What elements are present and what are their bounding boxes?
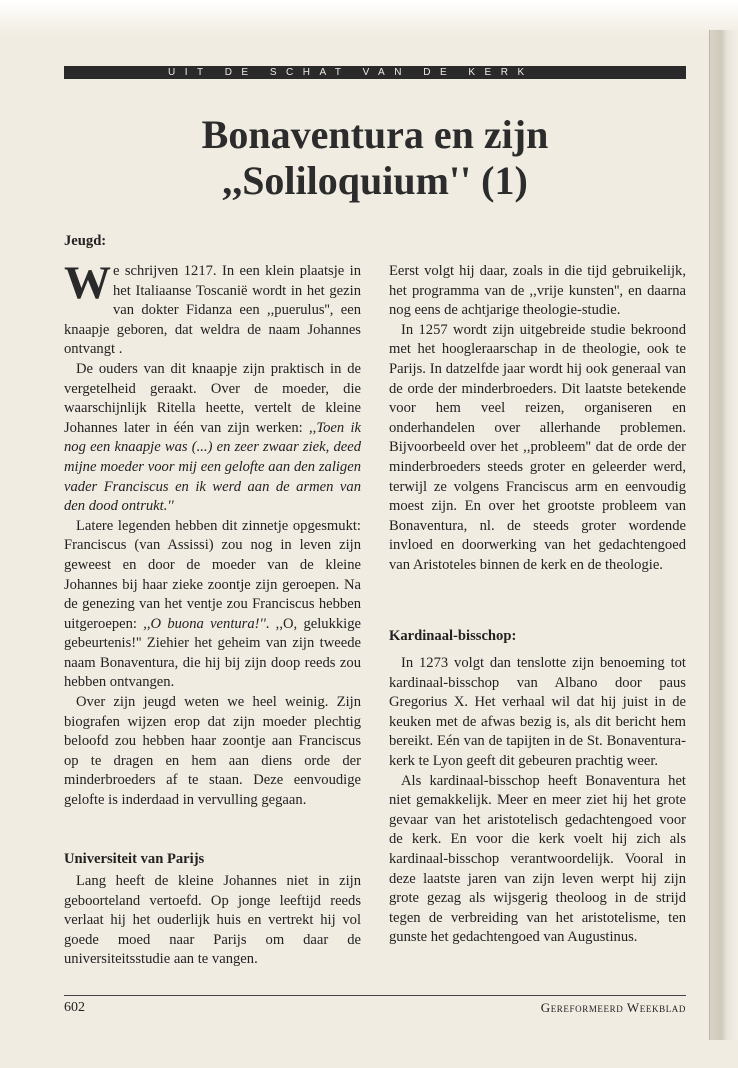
subhead-kardinaal: Kardinaal-bisschop: — [389, 628, 517, 644]
drop-cap: W — [64, 257, 111, 309]
next-page-edge — [709, 30, 738, 1040]
right-column — [389, 262, 686, 576]
paragraph-4: Over zijn jeugd weten we heel weinig. Zijn biografen wijzen erop dat zijn moeder plechtig beloofd zou hebben haar zoontje aan Franciscus op te dragen en hem aan diens orde der minderbroeders af te staan. Deze eenvoudige gelofte is inderdaad in vervulling gegaan. — [64, 694, 361, 809]
quote-moeder: ,,Toen ik nog een knaapje was (...) en zeer zwaar ziek, deed mijne moeder voor mij een gelofte aan den zaligen vader Franciscus en ik werd aan de armen van den dood ontrukt.'' — [64, 419, 361, 515]
scan-top-margin — [0, 0, 738, 36]
paragraph-r4: Als kardinaal-bisschop heeft Bonaventura het niet gemakkelijk. Meer en meer ziet hij het grote gevaar van het aristotelisch gedachtengoed voor de kerk. En voor die kerk voelt hij zich als kardinaal-bisschop verantwoordelijk. Vooral in deze laatste jaren van zijn leven werpt hij zijn grote gezag als wijsgerig theoloog in de strijd tegen de verbreiding van het aristotelisme, ten gunste het gedachtengoed van Augustinus. — [389, 772, 686, 946]
paragraph-2 — [64, 360, 361, 517]
paragraph-1 — [64, 257, 361, 360]
paragraph-3-tail: . ,,O, gelukkige gebeurtenis!'' Ziehier het geheim van zijn tweede naam Bonaventura, die hij bij zijn doop reeds zou hebben ontvangen. — [64, 615, 361, 691]
footer-divider — [64, 995, 686, 996]
left-column-bottom — [64, 872, 361, 970]
paragraph-3-text: Latere legenden hebben dit zinnetje opgesmukt: Franciscus (van Assissi) zou nog in leven zijn geweest en door de moeder van de kleine Johannes bij haar zieke zoontje zijn geroepen. Na de genezing van het ventje zou Franciscus hebben uitgeroepen: — [64, 517, 361, 632]
paragraph-2-text: De ouders van dit knaapje zijn praktisch in de vergetelheid geraakt. Over de moeder, die waarschijnlijk Ritella heette, vertelt de kleine Johannes later in één van zijn werken: — [64, 360, 361, 436]
article-title-line-1: Bonaventura en zijn — [201, 112, 549, 157]
paragraph-r1: Eerst volgt hij daar, zoals in die tijd gebruikelijk, het programma van de ,,vrije kunsten'', en daarna nog eens de achtjarige theologie-studie. — [389, 263, 686, 319]
paragraph-3 — [64, 517, 361, 693]
magazine-name: Gereformeerd Weekblad — [540, 1000, 686, 1015]
paragraph-5: Lang heeft de kleine Johannes niet in zijn geboorteland vertoefd. Op jonge leeftijd reeds verlaat hij het ouderlijk huis en vertrekt hij vol goede moed naar Parijs om daar de universiteitsstudie aan te vangen. — [64, 873, 361, 968]
paragraph-r3: In 1273 volgt dan tenslotte zijn benoeming tot kardinaal-bisschop van Albano door paus Gregorius X. Het verhaal wil dat hij juist in de keuken met de afwas bezig is, als dit bericht hem bereikt. Eén van de tapijten in de St. Bonaventura-kerk te Lyon geeft dit gebeuren prachtig weer. — [389, 655, 686, 769]
section-banner-text: UIT DE SCHAT VAN DE KERK — [168, 67, 534, 78]
subhead-jeugd: Jeugd: — [64, 233, 107, 249]
section-banner — [64, 66, 686, 79]
article-title-line-2: ,,Soliloquium'' (1) — [222, 158, 528, 203]
left-column — [64, 257, 361, 811]
right-column-bottom — [389, 654, 686, 948]
subhead-universiteit: Universiteit van Parijs — [64, 851, 205, 867]
quote-buona-ventura: ,,O buona ventura!'' — [143, 615, 266, 632]
paragraph-r2: In 1257 wordt zijn uitgebreide studie bekroond met het hoogleraarschap in de theologie, ook te Parijs. In datzelfde jaar wordt hij ook generaal van de orde der minderbroeders. Dit laatste betekende voor hem veel reizen, organiseren en onderhandelen over allerhande problemen. Bijvoorbeeld over het ,,probleem'' dat de orde der minderbroeders steeds groter en geleerder werd, terwijl ze volgens Franciscus arm en eenvoudig moest zijn. En over het grootste probleem van Bonaventura, nl. de steeds groter wordende invloed en doorwerking van het gedachtengoed van Aristoteles binnen de kerk en de theologie. — [389, 321, 686, 573]
page-number: 602 — [64, 1000, 85, 1015]
paragraph-1-text: e schrijven 1217. In een klein plaatsje in het Italiaanse Toscanië wordt in het gezin van dokter Fidanza een ,,puerulus'', een knaapje geboren, dat weldra de naam Johannes ontvangt . — [64, 263, 361, 358]
article-title — [64, 112, 686, 204]
